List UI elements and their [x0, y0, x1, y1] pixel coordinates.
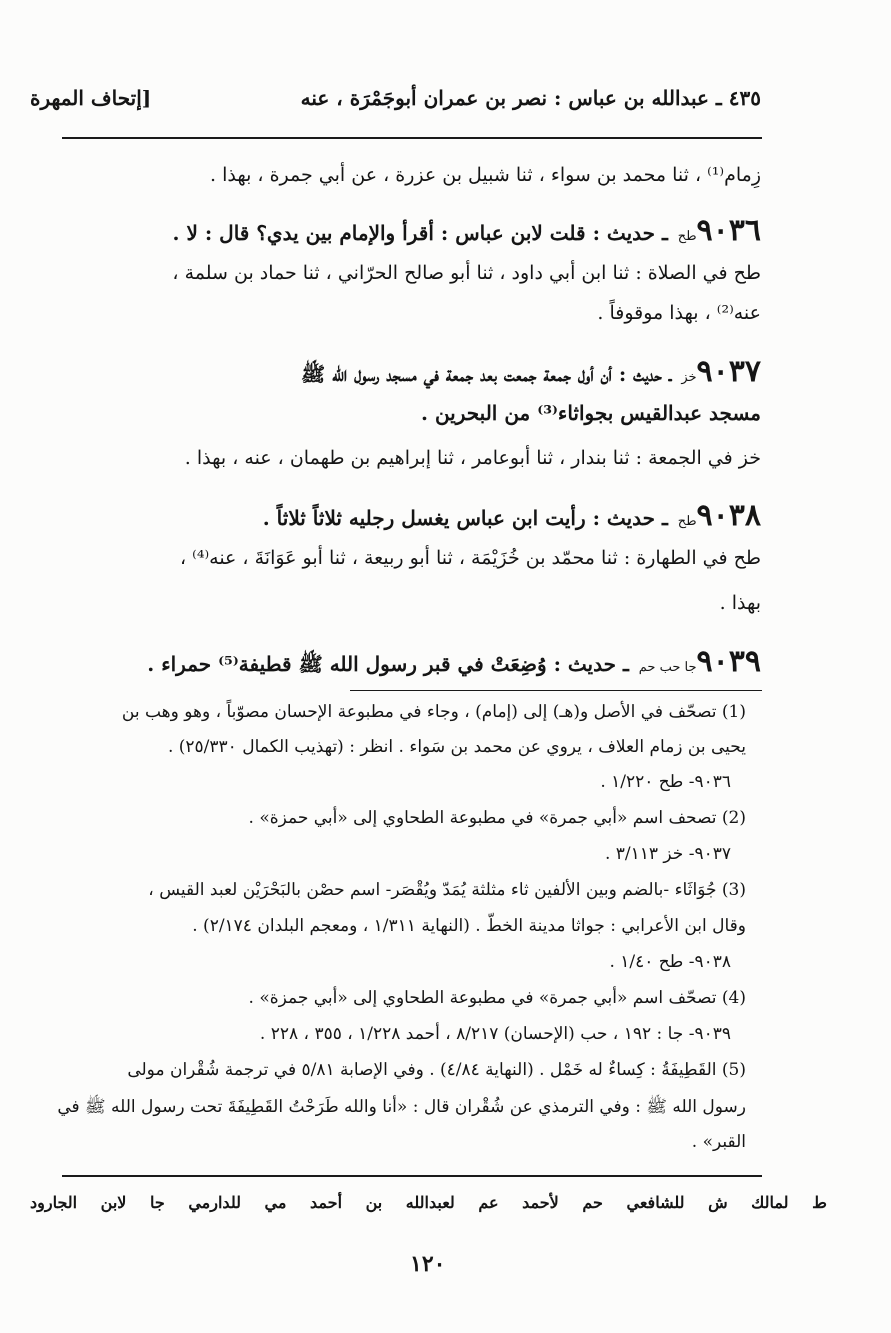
entry-text: ـ حديث : أن أول جمعة جمعت بعد جمعة في مسجد رسول الله ﷺ [301, 362, 672, 386]
footnote-line: ٩٠٣٩- جا : ١٩٢ ، حب (الإحسان) ٨/٢١٧ ، أحمد ١/٢٢٨ ، ٣٥٥ ، ٢٢٨ . [259, 1024, 731, 1044]
entry-9038 [263, 498, 761, 533]
footnote-line: يحيى بن زمام العلاف ، يروي عن محمد بن سَواء . انظر : (تهذيب الكمال ٢٥/٣٣٠) . [167, 737, 746, 757]
entry-number: ٩٠٣٦ [696, 213, 761, 248]
footnote-line: (4) تصحّف اسم «أبي جمرة» في مطبوعة الطحاوي إلى «أبي جمزة» . [248, 988, 746, 1008]
entry-9039 [147, 644, 761, 681]
footer-rule [62, 1175, 762, 1177]
footnote-line: (1) تصحّف في الأصل و(هـ) إلى (إمام) ، وجاء في مطبوعة الإحسان مصوّباً ، وهو وهب بن [121, 702, 746, 722]
source-siglum: طح [677, 514, 697, 529]
footnote-line: ٩٠٣٧- خز ٣/١١٣ . [604, 844, 731, 864]
footnote-line: ٩٠٣٨- طح ١/٤٠ . [609, 952, 731, 972]
source-siglum: طح [677, 229, 697, 244]
footnote-line: (5) القَطِيفَةُ : كِساءٌ له خَمْل . (النهاية ٤/٨٤) . وفي الإصابة ٥/٨١ في ترجمة شُقْران مولى [127, 1060, 746, 1080]
text-line: زِمام⁽¹⁾ ، ثنا محمد بن سواء ، ثنا شبيل بن عزرة ، عن أبي جمرة ، بهذا . [210, 164, 761, 186]
entry-text-cont: مسجد عبدالقيس بجواثاء⁽³⁾ من البحرين . [421, 401, 761, 425]
source-siglum: جا حب حم [638, 660, 697, 675]
source-line: طح في الصلاة : ثنا ابن أبي داود ، ثنا أبو صالح الحرّاني ، ثنا حماد بن سلمة ، [172, 262, 761, 284]
entry-9037 [301, 354, 761, 391]
source-siglum: خز [681, 370, 697, 385]
footnote-line: (3) جُوَاثَاء -بالضم وبين الألفين ثاء مثلثة يُمَدّ ويُقْصَر- اسم حصْن بالبَحْرَيْن لعبد القيس ، [148, 880, 746, 900]
entry-text: ـ حديث : رأيت ابن عباس يغسل رجليه ثلاثاً ثلاثاً . [262, 506, 668, 530]
entry-number: ٩٠٣٩ [696, 644, 761, 679]
running-header-title: ٤٣٥ ـ عبدالله بن عباس : نصر بن عمران أبوجَمْرَة ، عنه [300, 86, 761, 110]
abbreviation-key: ط لمالك ش للشافعي حم لأحمد عم لعبدالله بن أحمد مي للدارمي جا لابن الجارود [30, 1193, 827, 1212]
source-line: عنه⁽²⁾ ، بهذا موقوفاً . [597, 302, 761, 324]
footnote-line: (2) تصحف اسم «أبي جمرة» في مطبوعة الطحاوي إلى «أبي حمزة» . [248, 808, 746, 828]
page-number: ١٢٠ [410, 1251, 446, 1277]
source-line: بهذا . [719, 592, 761, 614]
entry-number: ٩٠٣٧ [696, 354, 761, 389]
footnote-line: القبر» . [691, 1132, 746, 1152]
footnote-line: رسول الله ﷺ : وفي الترمذي عن شُقْران قال : «أنا والله طَرَحْتُ القَطِيفَةَ تحت رسول الله ﷺ في [57, 1097, 746, 1117]
entry-text: ـ حديث : وُضِعَتْ في قبر رسول الله ﷺ قطيفة⁽⁵⁾ حمراء . [147, 652, 629, 676]
entry-text: ـ حديث : قلت لابن عباس : أقرأ والإمام بين يدي؟ قال : لا . [172, 221, 668, 245]
entry-number: ٩٠٣٨ [696, 498, 761, 533]
footnote-separator [350, 690, 762, 691]
source-line: خز في الجمعة : ثنا بندار ، ثنا أبوعامر ، ثنا إبراهيم بن طهمان ، عنه ، بهذا . [184, 447, 761, 469]
header-rule [62, 137, 762, 139]
footnote-line: وقال ابن الأعرابي : جواثا مدينة الخطّ . (النهاية ١/٣١١ ، ومعجم البلدان ٢/١٧٤) . [192, 916, 746, 936]
footnote-line: ٩٠٣٦- طح ١/٢٢٠ . [600, 772, 731, 792]
entry-9036 [173, 213, 761, 248]
source-line: طح في الطهارة : ثنا محمّد بن خُزَيْمَة ، ثنا أبو ربيعة ، ثنا أبو عَوَانَةَ ، عنه⁽⁴⁾ ، [180, 547, 761, 569]
running-header-book: [إتحاف المهرة [30, 86, 152, 110]
